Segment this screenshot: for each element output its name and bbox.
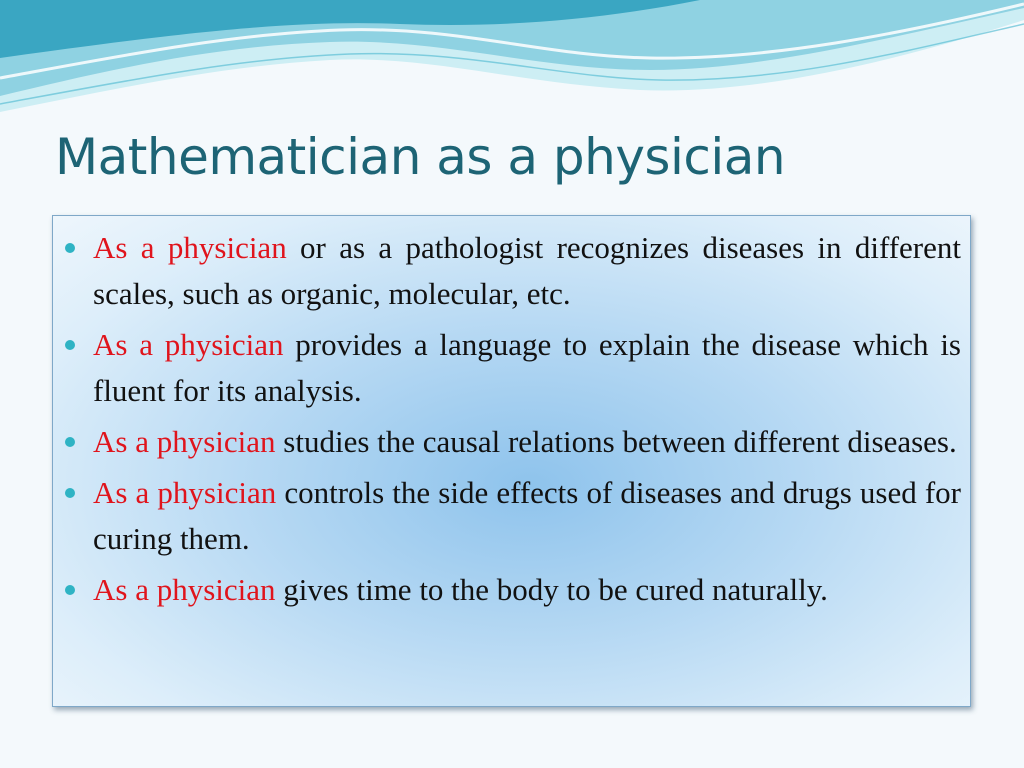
bullet-item (53, 470, 961, 562)
bullet-item (53, 419, 961, 465)
bullet-text: controls the side effects of diseases and drugs used for curing them. (93, 475, 961, 556)
bullet-item (53, 322, 961, 414)
header-wave-decoration (0, 0, 1024, 130)
bullet-highlight: As a physician (93, 230, 287, 265)
bullet-item (53, 567, 961, 613)
bullet-dot-icon (65, 340, 75, 350)
bullet-highlight: As a physician (93, 475, 277, 510)
bullet-text: or as a pathologist recognizes diseases in different scales, such as organic, molecular, etc. (93, 230, 961, 311)
bullet-dot-icon (65, 437, 75, 447)
bullet-item (53, 225, 961, 317)
bullet-dot-icon (65, 585, 75, 595)
bullet-text: provides a language to explain the disease which is fluent for its analysis. (93, 327, 961, 408)
bullet-highlight: As a physician (93, 327, 284, 362)
bullet-highlight: As a physician (93, 572, 276, 607)
bullet-list (53, 216, 970, 613)
bullet-dot-icon (65, 243, 75, 253)
bullet-text: gives time to the body to be cured naturally. (275, 572, 828, 607)
bullet-text: studies the causal relations between different diseases. (275, 424, 957, 459)
content-box (52, 215, 971, 707)
bullet-dot-icon (65, 488, 75, 498)
slide-title: Mathematician as a physician (55, 128, 786, 186)
bullet-highlight: As a physician (93, 424, 276, 459)
